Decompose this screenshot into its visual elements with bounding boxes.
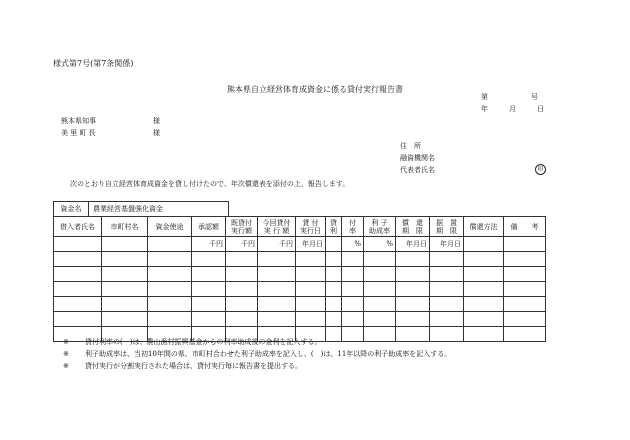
- column-header: 承認額: [192, 217, 226, 237]
- table-cell[interactable]: [504, 327, 546, 342]
- note-1: [63, 336, 451, 348]
- unit-cell: %: [364, 237, 396, 252]
- date-line: [481, 105, 544, 114]
- table-cell[interactable]: [504, 312, 546, 327]
- table-cell[interactable]: [148, 312, 192, 327]
- table-cell[interactable]: [326, 252, 342, 267]
- unit-cell: [54, 237, 102, 252]
- table-row: [54, 297, 546, 312]
- table-cell[interactable]: [326, 267, 342, 282]
- table-cell[interactable]: [192, 267, 226, 282]
- month-label: 月: [509, 105, 516, 113]
- notes-block: [63, 336, 451, 372]
- table-cell[interactable]: [54, 252, 102, 267]
- table-cell[interactable]: [342, 297, 364, 312]
- table-cell[interactable]: [54, 267, 102, 282]
- note-2: [63, 348, 451, 360]
- addressee-name: 熊本県知事: [61, 117, 96, 125]
- column-header: 備 考: [504, 217, 546, 237]
- addressee-mayor: [61, 129, 160, 138]
- table-cell[interactable]: [258, 252, 296, 267]
- table-cell[interactable]: [102, 282, 148, 297]
- table-cell[interactable]: [296, 312, 326, 327]
- table-cell[interactable]: [326, 312, 342, 327]
- column-header: 償 還 期 限: [396, 217, 430, 237]
- table-cell[interactable]: [364, 312, 396, 327]
- unit-cell: 年月日: [296, 237, 326, 252]
- document-title: 熊本県自立経営体育成資金に係る貸付実行報告書: [227, 85, 403, 94]
- table-cell[interactable]: [504, 282, 546, 297]
- column-header: 貸 付 実行日: [296, 217, 326, 237]
- unit-cell: [504, 237, 546, 252]
- column-header: 償還方法: [464, 217, 504, 237]
- table-cell[interactable]: [258, 312, 296, 327]
- table-cell[interactable]: [430, 267, 464, 282]
- table-cell[interactable]: [192, 297, 226, 312]
- header-row: [54, 217, 546, 237]
- table-cell[interactable]: [54, 312, 102, 327]
- table-cell[interactable]: [364, 282, 396, 297]
- column-header: 資金使途: [148, 217, 192, 237]
- institution-label: 融資機関名: [400, 154, 435, 162]
- column-header: 付 率: [342, 217, 364, 237]
- table-cell[interactable]: [102, 252, 148, 267]
- table-cell[interactable]: [192, 252, 226, 267]
- table-cell[interactable]: [396, 312, 430, 327]
- table-cell[interactable]: [464, 327, 504, 342]
- table-cell[interactable]: [102, 312, 148, 327]
- table-cell[interactable]: [258, 282, 296, 297]
- table-cell[interactable]: [342, 312, 364, 327]
- note-text: 貸付実行が分割実行された場合は、貸付実行毎に報告書を提出する。: [85, 362, 302, 370]
- table-cell[interactable]: [396, 297, 430, 312]
- unit-cell: [326, 237, 342, 252]
- day-label: 日: [537, 105, 544, 113]
- address-label: 住 所: [400, 142, 421, 150]
- table-cell[interactable]: [364, 252, 396, 267]
- addressee-governor: [61, 117, 160, 126]
- table-cell[interactable]: [226, 312, 258, 327]
- unit-cell: 千円: [258, 237, 296, 252]
- note-mark: ※: [63, 338, 69, 346]
- addressee-honorific: 様: [153, 117, 160, 125]
- table-cell[interactable]: [148, 267, 192, 282]
- note-3: [63, 360, 451, 372]
- table-cell[interactable]: [148, 297, 192, 312]
- table-cell[interactable]: [326, 297, 342, 312]
- table-cell[interactable]: [54, 282, 102, 297]
- table-row: [54, 252, 546, 267]
- unit-row: [54, 237, 546, 252]
- addressee-name: 美 里 町 長: [61, 129, 96, 137]
- table-cell[interactable]: [258, 297, 296, 312]
- note-text: 利子助成率は、当初10年間の県、市町村合わせた利子助成率を記入し、( )は、11年以降の利子助成率を記入する。: [85, 350, 452, 358]
- unit-cell: [464, 237, 504, 252]
- table-cell[interactable]: [364, 297, 396, 312]
- table-cell[interactable]: [192, 282, 226, 297]
- column-header: 既貸付 実行額: [226, 217, 258, 237]
- table-cell[interactable]: [396, 267, 430, 282]
- table-row: [54, 312, 546, 327]
- go-label: 号: [531, 93, 538, 101]
- unit-cell: [148, 237, 192, 252]
- table-cell[interactable]: [296, 267, 326, 282]
- table-cell[interactable]: [464, 282, 504, 297]
- loan-report-table: [53, 216, 546, 342]
- table-cell[interactable]: [464, 252, 504, 267]
- table-cell[interactable]: [226, 297, 258, 312]
- table-cell[interactable]: [364, 267, 396, 282]
- table-cell[interactable]: [102, 297, 148, 312]
- table-cell[interactable]: [464, 267, 504, 282]
- year-label: 年: [481, 105, 488, 113]
- column-header: 今回貸付 実 行 額: [258, 217, 296, 237]
- fund-label: 資金名: [54, 202, 89, 216]
- table-cell[interactable]: [430, 252, 464, 267]
- table-cell[interactable]: [342, 267, 364, 282]
- unit-cell: 千円: [226, 237, 258, 252]
- column-header: 貸 利: [326, 217, 342, 237]
- table-cell[interactable]: [54, 297, 102, 312]
- table-cell[interactable]: [326, 282, 342, 297]
- table-cell[interactable]: [504, 252, 546, 267]
- table-cell[interactable]: [504, 267, 546, 282]
- table-cell[interactable]: [148, 252, 192, 267]
- table-cell[interactable]: [296, 252, 326, 267]
- table-row: [54, 267, 546, 282]
- table-cell[interactable]: [430, 312, 464, 327]
- unit-cell: 千円: [192, 237, 226, 252]
- dai-label: 第: [481, 93, 488, 101]
- table-cell[interactable]: [226, 252, 258, 267]
- fund-value: 農業経営基盤強化資金: [93, 205, 163, 213]
- table-cell[interactable]: [296, 282, 326, 297]
- column-header: 借入者氏名: [54, 217, 102, 237]
- column-header: 据 置 期 限: [430, 217, 464, 237]
- document-number-line: [481, 93, 538, 102]
- table-cell[interactable]: [148, 282, 192, 297]
- representative-label: 代表者氏名: [400, 166, 435, 174]
- table-row: [54, 282, 546, 297]
- note-text: 貸付利率の( )は、農山漁村振興基金からの利率助成後の金利を記入する。: [85, 338, 322, 346]
- addressee-honorific: 様: [153, 129, 160, 137]
- table-cell[interactable]: [192, 312, 226, 327]
- unit-cell: 年月日: [430, 237, 464, 252]
- table-cell[interactable]: [342, 282, 364, 297]
- column-header: 利 子 助成率: [364, 217, 396, 237]
- unit-cell: %: [342, 237, 364, 252]
- table-cell[interactable]: [396, 282, 430, 297]
- table-cell[interactable]: [464, 312, 504, 327]
- seal-mark: 印: [535, 164, 546, 175]
- table-cell[interactable]: [430, 282, 464, 297]
- table-cell[interactable]: [464, 297, 504, 312]
- table-cell[interactable]: [102, 267, 148, 282]
- table-cell[interactable]: [258, 267, 296, 282]
- note-mark: ※: [63, 362, 69, 370]
- table-cell[interactable]: [430, 297, 464, 312]
- applicant-block: [400, 142, 435, 178]
- intro-text: 次のとおり自立経営体育成資金を貸し付けたので、年次償還表を添付の上、報告します。: [70, 180, 350, 188]
- table-cell[interactable]: [342, 252, 364, 267]
- table-cell[interactable]: [226, 267, 258, 282]
- table-cell[interactable]: [504, 297, 546, 312]
- unit-cell: [102, 237, 148, 252]
- table-cell[interactable]: [296, 297, 326, 312]
- table-cell[interactable]: [396, 252, 430, 267]
- unit-cell: 年月日: [396, 237, 430, 252]
- column-header: 市町村名: [102, 217, 148, 237]
- note-mark: ※: [63, 350, 69, 358]
- table-cell[interactable]: [226, 282, 258, 297]
- fund-name-row: [53, 201, 229, 217]
- form-number: 様式第7号(第7条関係): [53, 59, 134, 68]
